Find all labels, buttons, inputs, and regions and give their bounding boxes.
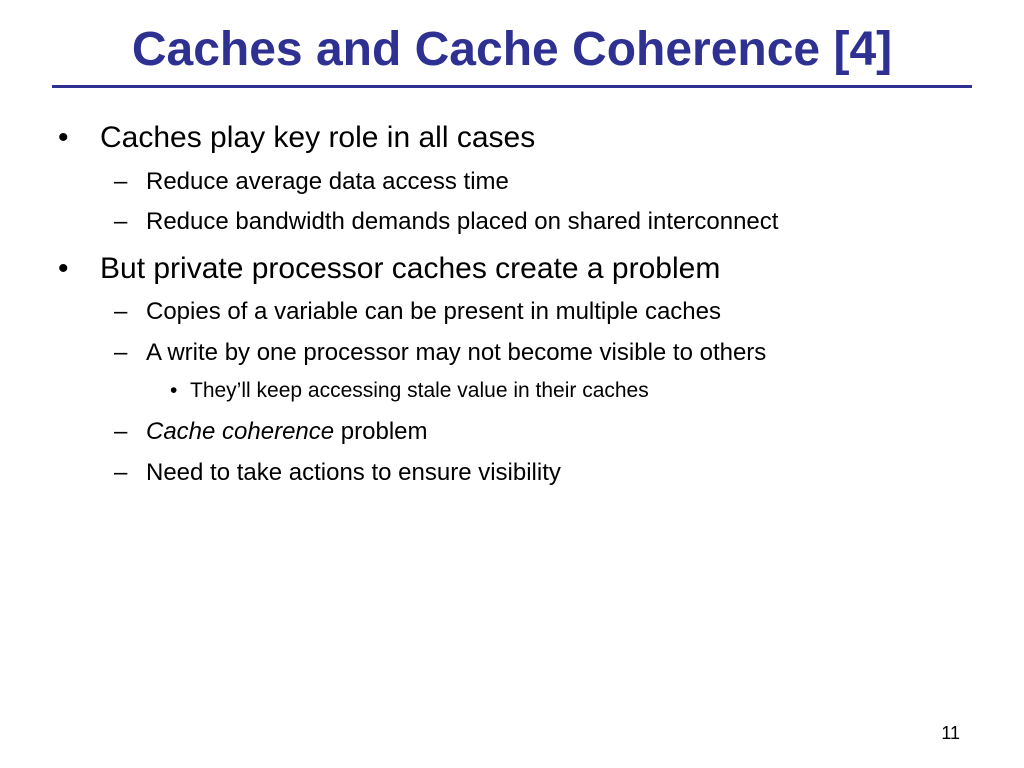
sub-bullet-text: Need to take actions to ensure visibility (146, 459, 561, 486)
slide-title: Caches and Cache Coherence [4] (131, 23, 893, 76)
dash-marker: – (114, 418, 128, 445)
sub-bullet-text: A write by one processor may not become visible to others (146, 339, 767, 366)
dash-marker: – (114, 459, 128, 486)
dash-marker: – (114, 339, 128, 366)
bullet-text: But private processor caches create a problem (100, 252, 721, 285)
italic-term: Cache coherence (146, 418, 335, 445)
sub-bullet-text: Copies of a variable can be present in multiple caches (146, 298, 721, 325)
bullet-text: Caches play key role in all cases (100, 121, 536, 154)
sub-bullet-text: Reduce average data access time (146, 168, 509, 195)
sub-sub-bullet-text: They’ll keep accessing stale value in their caches (190, 379, 649, 402)
sub-bullet-text: Reduce bandwidth demands placed on shared interconnect (146, 208, 779, 235)
dash-marker: – (114, 298, 128, 325)
sub-bullet-text-rest: problem (334, 418, 428, 445)
bullet-marker: • (58, 121, 69, 154)
dash-marker: – (114, 208, 128, 235)
bullet-marker: • (170, 379, 178, 402)
sub-bullet-text (146, 417, 428, 447)
page-number: 11 (941, 723, 960, 743)
title-underline (52, 85, 972, 88)
dash-marker: – (114, 168, 128, 195)
bullet-marker: • (58, 252, 69, 285)
